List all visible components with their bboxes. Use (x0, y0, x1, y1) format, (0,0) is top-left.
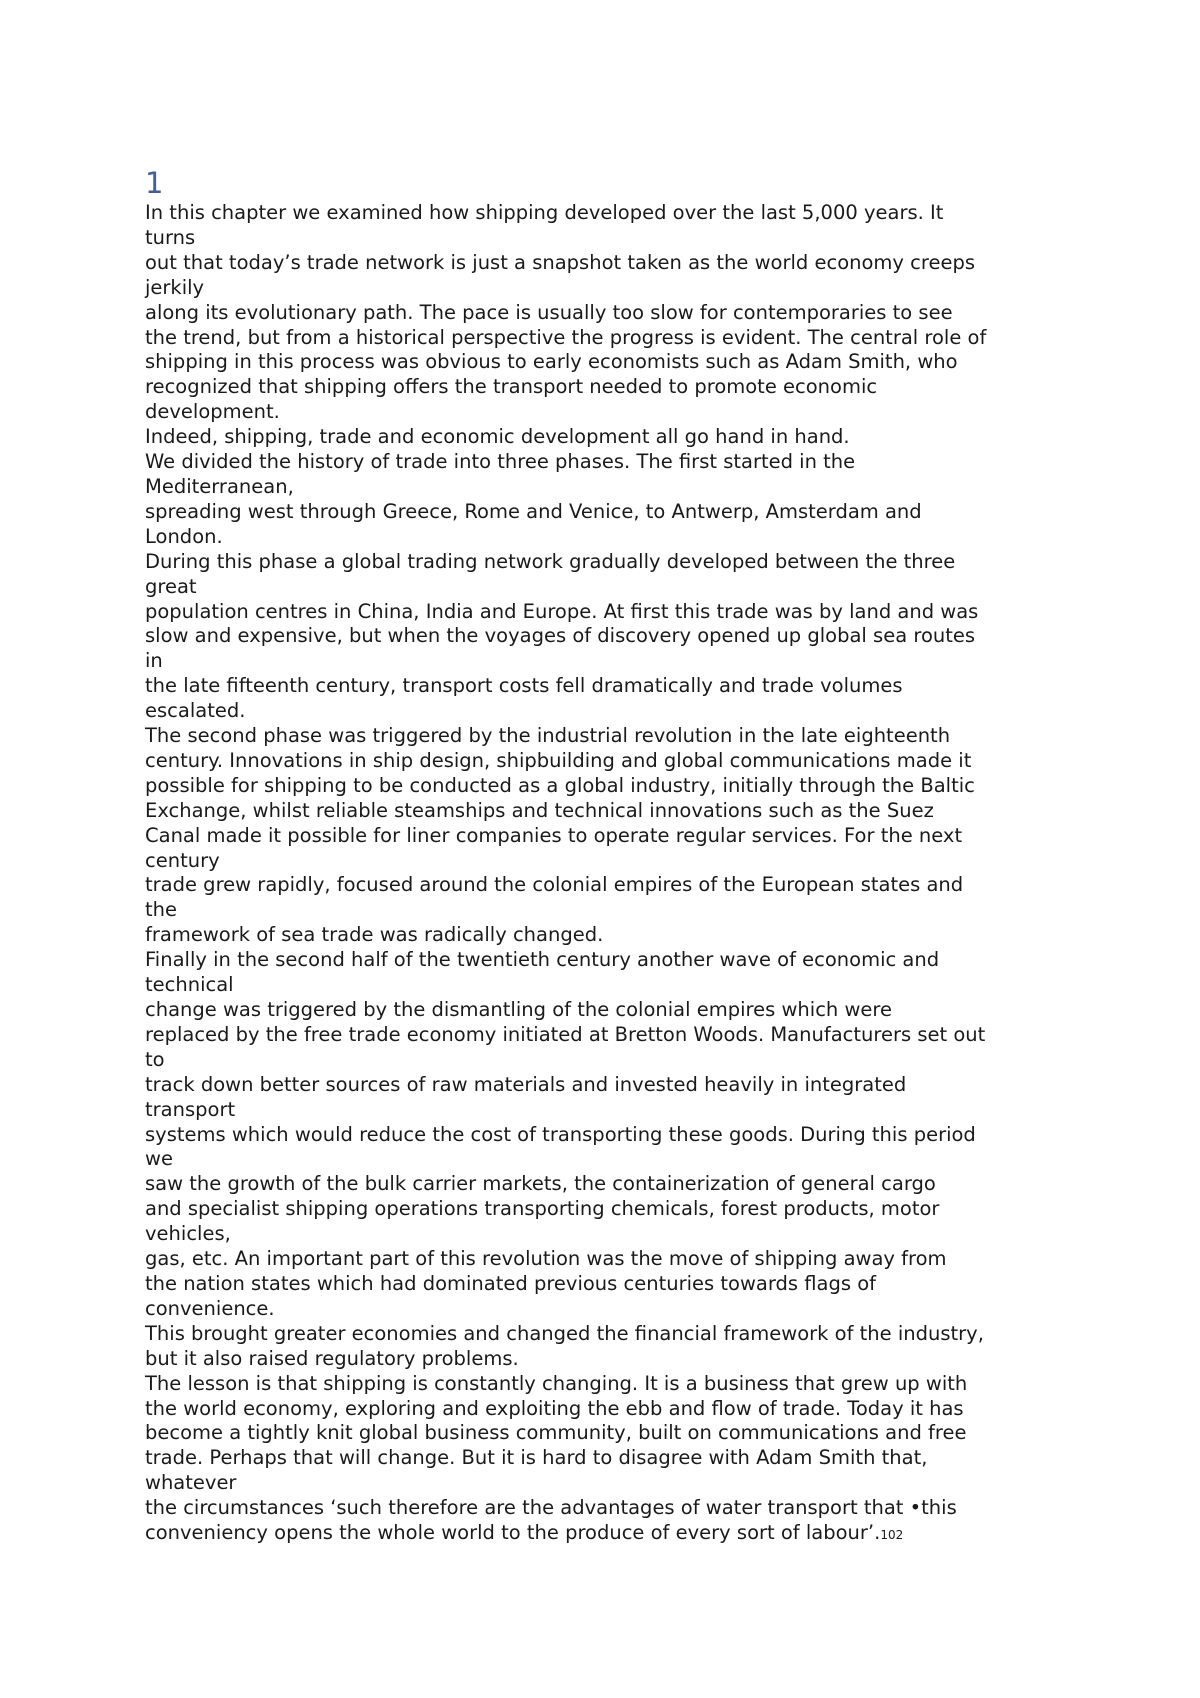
text-line: Canal made it possible for liner companies to operate regular services. For the next (145, 823, 963, 847)
text-line: great (145, 574, 197, 598)
text-line: The lesson is that shipping is constantly changing. It is a business that grew up with (145, 1371, 968, 1395)
text-line: the trend, but from a historical perspective the progress is evident. The central role of (145, 325, 987, 349)
text-line: Exchange, whilst reliable steamships and technical innovations such as the Suez (145, 798, 934, 822)
text-line: in (145, 649, 163, 673)
text-line: systems which would reduce the cost of transporting these goods. During this period (145, 1122, 976, 1146)
text-line: vehicles, (145, 1222, 231, 1246)
footnote-reference: 102 (880, 1528, 904, 1543)
text-line: framework of sea trade was radically changed. (145, 923, 604, 947)
text-line: Mediterranean, (145, 474, 294, 498)
text-line: spreading west through Greece, Rome and Venice, to Antwerp, Amsterdam and (145, 499, 922, 523)
text-line: population centres in China, India and Europe. At first this trade was by land and was (145, 599, 979, 623)
text-line: but it also raised regulatory problems. (145, 1346, 519, 1370)
text-line: out that today’s trade network is just a snapshot taken as the world economy creeps (145, 250, 976, 274)
document-page (145, 165, 1105, 1548)
text-line: This brought greater economies and changed the financial framework of the industry, (145, 1321, 984, 1345)
text-line: track down better sources of raw materials and invested heavily in integrated (145, 1072, 907, 1096)
text-line: slow and expensive, but when the voyages of discovery opened up global sea routes (145, 624, 976, 648)
text-line: possible for shipping to be conducted as a global industry, initially through the Baltic (145, 773, 975, 797)
text-line: the circumstances ‘such therefore are the advantages of water transport that •this (145, 1496, 957, 1520)
text-line: transport (145, 1097, 236, 1121)
text-line: the (145, 898, 178, 922)
text-line: replaced by the free trade economy initiated at Bretton Woods. Manufacturers set out (145, 1022, 986, 1046)
text-line: turns (145, 225, 196, 249)
text-line: shipping in this process was obvious to early economists such as Adam Smith, who (145, 350, 958, 374)
text-line: recognized that shipping offers the transport needed to promote economic (145, 375, 878, 399)
text-line: escalated. (145, 699, 246, 723)
text-line: become a tightly knit global business community, built on communications and free (145, 1421, 967, 1445)
chapter-number: 1 (145, 166, 164, 200)
text-line: We divided the history of trade into three phases. The first started in the (145, 450, 856, 474)
text-line: change was triggered by the dismantling of the colonial empires which were (145, 998, 893, 1021)
text-line: to (145, 1047, 165, 1071)
text-line: and specialist shipping operations transporting chemicals, forest products, motor (145, 1197, 940, 1221)
text-line: jerkily (145, 275, 205, 299)
text-line: we (145, 1147, 173, 1171)
text-line: trade. Perhaps that will change. But it is hard to disagree with Adam Smith that, (145, 1446, 928, 1470)
text-line-last (145, 1521, 1105, 1548)
text-line: In this chapter we examined how shipping developed over the last 5,000 years. It (145, 201, 944, 224)
text-line: saw the growth of the bulk carrier markets, the containerization of general cargo (145, 1172, 936, 1196)
text-line: century (145, 848, 220, 872)
text-line: Indeed, shipping, trade and economic development all go hand in hand. (145, 425, 850, 449)
text-line: the nation states which had dominated previous centuries towards flags of (145, 1271, 877, 1295)
text-line: The second phase was triggered by the industrial revolution in the late eighteenth (145, 724, 951, 748)
text-line: development. (145, 400, 280, 424)
body-text (145, 201, 1105, 1548)
text-line: whatever (145, 1471, 237, 1495)
text-line: convenience. (145, 1296, 275, 1320)
text-line: the late fifteenth century, transport costs fell dramatically and trade volumes (145, 674, 903, 698)
text-line: trade grew rapidly, focused around the colonial empires of the European states and (145, 873, 964, 897)
text-line: along its evolutionary path. The pace is usually too slow for contemporaries to see (145, 300, 953, 324)
text-line: the world economy, exploring and exploiting the ebb and flow of trade. Today it has (145, 1396, 964, 1420)
text-line: During this phase a global trading network gradually developed between the three (145, 549, 956, 573)
last-line-text: conveniency opens the whole world to the produce of every sort of labour’. (145, 1521, 881, 1545)
text-line: gas, etc. An important part of this revolution was the move of shipping away from (145, 1247, 947, 1271)
text-line: century. Innovations in ship design, shipbuilding and global communications made it (145, 748, 972, 772)
text-line: technical (145, 973, 234, 997)
text-line: London. (145, 524, 223, 548)
text-line: Finally in the second half of the twentieth century another wave of economic and (145, 948, 940, 972)
